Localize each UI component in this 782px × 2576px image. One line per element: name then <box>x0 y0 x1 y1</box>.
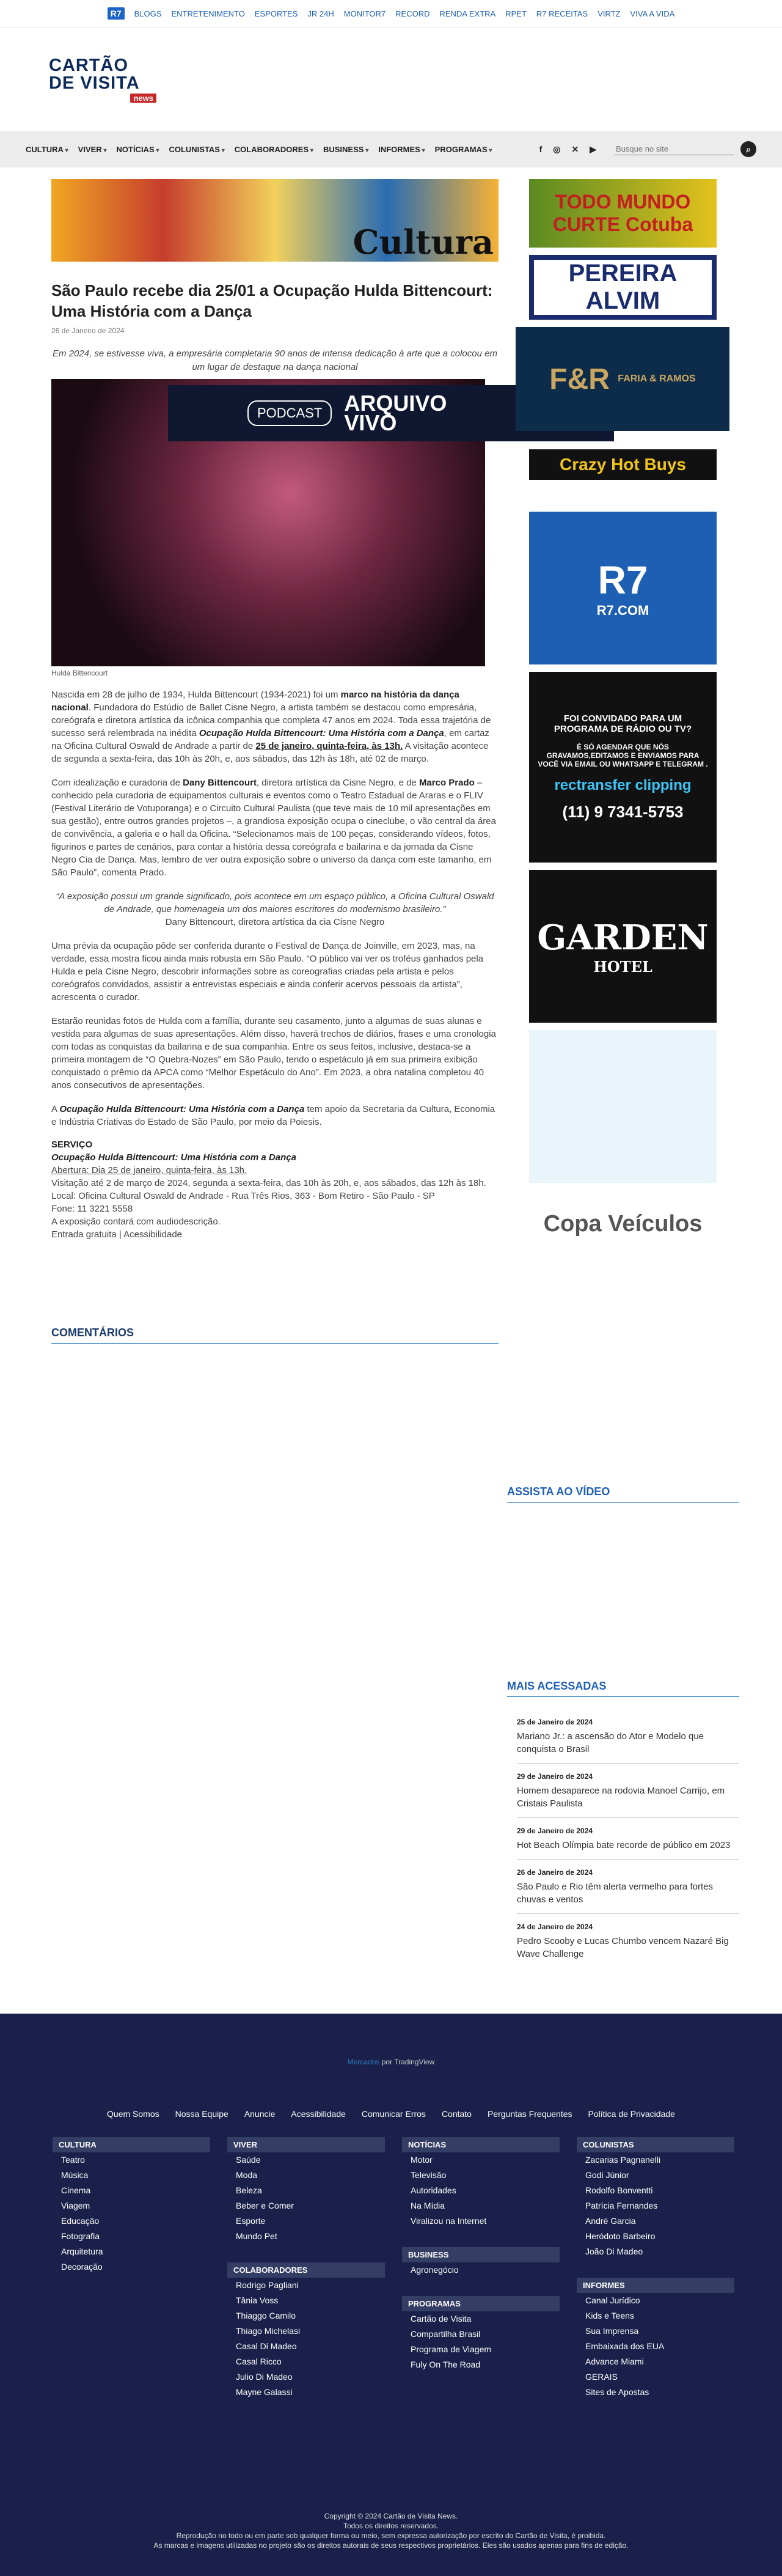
service-line-1: Abertura: Dia 25 de janeiro, quinta-feira, às 13h. <box>51 1165 247 1176</box>
assista-heading: ASSISTA AO VÍDEO <box>507 1485 739 1503</box>
footer-item[interactable]: Cinema <box>61 2185 91 2195</box>
footer-link[interactable]: Quem Somos <box>107 2109 159 2119</box>
paragraph-3: Uma prévia da ocupação pôde ser conferida durante o Festival de Dança de Joinville, em 2023, mas, na verdade, essa mostra ficou ainda mais robusta em São Paulo. “O público vai ver os troféus ganhados pela Hulda e pela Cisne Negro, descobrir informações sobre as coreografias criadas pela artista e pelos coreógrafos convidados, assistir a entrevistas especiais e ainda conferir acervos pessoais da artista”, acrescenta o curador. <box>51 941 484 1003</box>
footer-item[interactable]: Zacarias Pagnanelli <box>585 2155 660 2165</box>
list-item[interactable]: 26 de Janeiro de 2024 São Paulo e Rio têm alerta vermelho para fortes chuvas e ventos <box>517 1868 739 1914</box>
ad-woman-phone[interactable] <box>529 1030 717 1183</box>
service-line-4: Fone: 11 3221 5558 <box>51 1204 133 1214</box>
service-line-6: Entrada gratuita | Acessibilidade <box>51 1229 183 1240</box>
footer-item[interactable]: Beber e Comer <box>236 2201 294 2210</box>
nav-colaboradores[interactable]: COLABORADORES ▾ <box>235 145 313 154</box>
footer-item[interactable]: Thiaggo Camilo <box>236 2311 296 2320</box>
podcast-title-2: VIVO <box>344 410 397 435</box>
footer-item[interactable]: Compartilha Brasil <box>411 2329 481 2339</box>
footer-item[interactable]: GERAIS <box>585 2372 618 2382</box>
footer-links <box>0 2109 782 2119</box>
paragraph-2: Com idealização e curadoria de Dany Bittencourt, diretora artística da Cisne Negro, e de Marco Prado – conhecido pela curadoria de equipamentos culturais e eventos como o Teatro Estadual de Araras e o FLIV (Festival Literário de Votuporanga) e o Circuito Cultural Paulista (que teve mais de 10 mil apresentações em sua gestão), entre outros grandes projetos –, a grandiosa exposição ocupa o cineclube, o vão central da área de convivência, a galeria e o hall da Oficina. “Selecionamos mais de 100 peças, considerando vídeos, fotos, figurinos e partes de cenários, para contar a história dessa coreógrafa e bailarina e da jornada da Cisne Negro Cia de Dança. Mas, lembro de ver outra exposição sobre o universo da dança com este tamanho, em São Paulo”, comenta Prado. <box>51 778 496 878</box>
paragraph-1: Nascida em 28 de julho de 1934, Hulda Bittencourt (1934-2021) foi um marco na história da dança nacional. Fundadora do Estúdio de Ballet Cisne Negro, a artista também se destacou como empresária, coreógrafa e diretora artística da icônica companhia que completa 47 anos em 2024. Toda essa trajetória de sucesso será relembrada na inédita Ocupação Hulda Bittencourt: Uma História com a Dança, em cartaz na Oficina Cultural Oswald de Andrade a partir de 25 de janeiro, quinta-feira, às 13h. A visitação acontece de segunda a sexta-feira, das 10h às 20h, e, aos sábados, das 12h às 18h, até 02 de março. <box>51 690 491 764</box>
service-info <box>51 1138 499 1241</box>
service-line-5: A exposição contará com audiodescrição. <box>51 1216 221 1227</box>
photo-caption: Hulda Bittencourt <box>51 669 108 677</box>
ad-crazy-hot-buys[interactable]: Crazy Hot Buys <box>529 449 717 480</box>
logo-line2: DE VISITA <box>49 73 140 93</box>
paragraph-5: A Ocupação Hulda Bittencourt: Uma História com a Dança tem apoio da Secretaria da Cultura, Economia e Indústria Criativas do Estado de São Paulo, por meio da Poiesis. <box>51 1104 495 1127</box>
footer-link[interactable]: Acessibilidade <box>291 2109 346 2119</box>
toplink-viva-a-vida[interactable]: VIVA A VIDA <box>630 9 675 18</box>
toplink-renda-extra[interactable]: RENDA EXTRA <box>439 9 496 18</box>
footer-link[interactable]: Perguntas Frequentes <box>487 2109 572 2119</box>
footer-item[interactable]: Programa de Viagem <box>411 2344 492 2354</box>
nav-noticias[interactable]: NOTÍCIAS ▾ <box>117 145 159 154</box>
ad-r7[interactable]: R7 R7.COM <box>529 512 717 664</box>
top-links-bar <box>0 0 782 27</box>
list-item[interactable]: 29 de Janeiro de 2024 Homem desaparece na rodovia Manoel Carrijo, em Cristais Paulista <box>517 1772 739 1818</box>
banner-label: Cultura <box>353 223 494 262</box>
footer-item[interactable]: Heródoto Barbeiro <box>585 2231 656 2241</box>
footer-item[interactable]: Música <box>61 2170 89 2180</box>
footer-item[interactable]: Educação <box>61 2216 100 2226</box>
footer-item[interactable]: Autoridades <box>411 2185 456 2195</box>
footer-item[interactable]: Arquitetura <box>61 2247 103 2256</box>
footer-item[interactable]: Decoração <box>61 2262 103 2272</box>
mais-acessadas-list <box>517 1718 739 1976</box>
footer-item[interactable]: João Di Madeo <box>585 2247 643 2256</box>
footer-item[interactable]: Televisão <box>411 2170 447 2180</box>
footer-item[interactable]: Canal Jurídico <box>585 2295 640 2305</box>
footer-link[interactable]: Política de Privacidade <box>588 2109 675 2119</box>
toplink-virtz[interactable]: VIRTZ <box>597 9 621 18</box>
footer-item[interactable]: Godi Júnior <box>585 2170 629 2180</box>
footer-heading-viver: VIVER <box>227 2137 385 2152</box>
footer-item[interactable]: André Garcia <box>585 2216 636 2226</box>
footer-item[interactable]: Beleza <box>236 2185 262 2195</box>
podcast-title-1: ARQUIVO <box>344 391 447 416</box>
list-item[interactable]: 24 de Janeiro de 2024 Pedro Scooby e Lucas Chumbo vencem Nazaré Big Wave Challenge <box>517 1923 729 1959</box>
copyright: Copyright © 2024 Cartão de Visita News. Todos os direitos reservados. Reprodução no todo ou em parte sob qualquer forma ou meio, sem expressa autorização por escrito do Cartão de Visita, é proibida. As marcas e imagens utilizadas no projeto são os direitos autorais de seus respectivos proprietários. Eles são usados apenas para fins de edição. <box>153 2512 629 2550</box>
footer-item[interactable]: Viagem <box>61 2201 90 2210</box>
main-nav <box>0 131 782 167</box>
footer-item[interactable]: Patrícia Fernandes <box>585 2201 658 2210</box>
footer-item[interactable]: Casal Ricco <box>236 2357 282 2366</box>
footer-item[interactable]: Rodolfo Bonventti <box>585 2185 653 2195</box>
footer-link[interactable]: Nossa Equipe <box>175 2109 228 2119</box>
footer-link[interactable]: Anuncie <box>244 2109 276 2119</box>
service-line-3: Local: Oficina Cultural Oswald de Andrade - Rua Três Rios, 363 - Bom Retiro - São Paulo - SP <box>51 1191 435 1201</box>
footer-heading-cultura: CULTURA <box>53 2137 210 2152</box>
ad-cotuba[interactable]: TODO MUNDO CURTE Cotuba <box>529 179 717 248</box>
service-line-2: Visitação até 2 de março de 2024, segunda a sexta-feira, das 10h às 20h, e, aos sábados, das 12h às 18h. <box>51 1178 486 1188</box>
list-item[interactable]: 29 de Janeiro de 2024 Hot Beach Olímpia bate recorde de público em 2023 <box>517 1827 739 1860</box>
toplink-blogs[interactable]: BLOGS <box>134 9 162 18</box>
quote: “A exposição possui um grande significado, pois acontece em um espaço público, a Oficina Cultural Oswald de Andrade, que homenageia um dos maiores escritores do modernismo brasileiro.” Dany Bittencourt, diretora artística da cia Cisne Negro <box>51 890 499 929</box>
footer-item[interactable]: Embaixada dos EUA <box>585 2341 665 2351</box>
toplink-r7-receitas[interactable]: R7 RECEITAS <box>536 9 588 18</box>
mais-acessadas-heading: MAIS ACESSADAS <box>507 1680 739 1697</box>
footer-item[interactable]: Viralizou na Internet <box>411 2216 487 2226</box>
article-date: 26 de Janeiro de 2024 <box>51 326 125 335</box>
footer-item[interactable]: Sua Imprensa <box>585 2326 639 2336</box>
footer-item[interactable]: Sites de Apostas <box>585 2387 649 2397</box>
nav-cultura[interactable]: CULTURA ▾ <box>26 145 68 154</box>
footer-item[interactable]: Esporte <box>236 2216 266 2226</box>
twitter-icon[interactable]: ✕ <box>571 144 579 154</box>
footer-item[interactable]: Mundo Pet <box>236 2231 277 2241</box>
nav-informes[interactable]: INFORMES ▾ <box>378 145 425 154</box>
footer-heading-programas: PROGRAMAS <box>402 2296 560 2311</box>
toplink-jr24h[interactable]: JR 24H <box>307 9 334 18</box>
youtube-icon[interactable]: ▶ <box>590 144 596 154</box>
search-form <box>615 141 756 157</box>
footer-item[interactable]: Rodrigo Pagliani <box>236 2280 299 2290</box>
footer-columns <box>53 2137 782 2418</box>
footer-item[interactable]: Cartão de Visita <box>411 2314 472 2324</box>
nav-programas[interactable]: PROGRAMAS ▾ <box>435 145 492 154</box>
header <box>0 27 782 131</box>
ad-rectransfer[interactable]: FOI CONVIDADO PARA UM PROGRAMA DE RÁDIO OU TV? É SÓ AGENDAR QUE NÓS GRAVAMOS,EDITAMOS E ENVIAMOS PARA VOCÊ VIA EMAIL OU WHATSAPP E TELEGRAM . rectransfer clipping (11) 9 7341-5753 <box>529 672 717 863</box>
footer-item[interactable]: Moda <box>236 2170 258 2180</box>
page-title: São Paulo recebe dia 25/01 a Ocupação Hulda Bittencourt: Uma História com a Dança <box>51 281 493 320</box>
footer-heading-colunistas: COLUNISTAS <box>577 2137 734 2152</box>
footer-link[interactable]: Contato <box>441 2109 472 2119</box>
nav-viver[interactable]: VIVER ▾ <box>78 145 107 154</box>
toplink-record[interactable]: RECORD <box>395 9 430 18</box>
list-item[interactable]: 25 de Janeiro de 2024 Mariano Jr.: a ascensão do Ator e Modelo que conquista o Brasil <box>517 1718 739 1764</box>
comments-heading: COMENTÁRIOS <box>51 1327 499 1344</box>
logo-tag: news <box>130 94 156 103</box>
paragraph-4: Estarão reunidas fotos de Hulda com a família, durante seu casamento, junto a algumas de suas alunas e vestida para algumas de suas apresentações. Além disso, haverá trechos de diários, frases e uma cronologia com todas as conquistas da bailarina e de sua companhia. Entre os seus feitos, inclusive, destaca-se a primeira montagem de “O Quebra-Nozes” em São Paulo, tendo o espetáculo já em sua primeira exibição conquistado o prêmio da APCA como “Melhor Espetáculo do Ano”. Em 2023, a obra natalina completou 40 anos consecutivos de apresentações. <box>51 1016 496 1091</box>
facebook-icon[interactable]: f <box>539 144 543 154</box>
instagram-icon[interactable]: ◎ <box>553 144 561 154</box>
footer-item[interactable]: Agronegócio <box>411 2265 459 2275</box>
footer-item[interactable]: Saúde <box>236 2155 261 2165</box>
r7-logo[interactable]: R7 <box>108 7 125 20</box>
social-icons <box>539 144 596 155</box>
footer-item[interactable]: Mayne Galassi <box>236 2387 293 2397</box>
logo-line1: CARTÃO <box>49 56 129 75</box>
search-icon[interactable]: ⌕ <box>740 141 756 157</box>
footer-item[interactable]: Fuly On The Road <box>411 2360 481 2369</box>
footer-item[interactable]: Motor <box>411 2155 433 2165</box>
footer-heading-business: BUSINESS <box>402 2247 560 2262</box>
nav-colunistas[interactable]: COLUNISTAS ▾ <box>169 145 224 154</box>
footer-link[interactable]: Comunicar Erros <box>361 2109 426 2119</box>
footer-heading-colaboradores: COLABORADORES <box>227 2262 385 2278</box>
footer-heading-informes: INFORMES <box>577 2278 734 2293</box>
site-logo[interactable] <box>49 56 156 103</box>
article <box>51 179 499 1344</box>
footer-item[interactable]: Teatro <box>61 2155 85 2165</box>
toplink-monitor7[interactable]: MONITOR7 <box>343 9 386 18</box>
toplink-esportes[interactable]: ESPORTES <box>254 9 298 18</box>
toplink-entretenimento[interactable]: ENTRETENIMENTO <box>171 9 245 18</box>
footer-item[interactable]: Kids e Teens <box>585 2311 634 2320</box>
podcast-label: PODCAST <box>247 400 332 426</box>
footer-item[interactable]: Na Mídia <box>411 2201 445 2210</box>
toplink-rpet[interactable]: RPET <box>505 9 527 18</box>
category-banner <box>51 179 499 262</box>
ad-garden-hotel[interactable]: GARDEN HOTEL <box>529 870 717 1023</box>
ad-copa-veiculos[interactable]: Copa Veículos <box>529 1190 717 1257</box>
footer-item[interactable]: Casal Di Madeo <box>236 2341 297 2351</box>
footer-heading-noticias: NOTÍCIAS <box>402 2137 560 2152</box>
quote-author: Dany Bittencourt, diretora artística da cia Cisne Negro <box>165 917 385 927</box>
article-lead: Em 2024, se estivesse viva, a empresária completaria 90 anos de intensa dedicação à arte que a colocou em um lugar de destaque na dança nacional <box>53 348 497 372</box>
footer-item[interactable]: Thiago Michelasi <box>236 2326 301 2336</box>
sidebar-ads <box>529 179 717 1265</box>
ad-pereira-alvim[interactable]: PEREIRA ALVIM <box>529 255 717 320</box>
tradingview-credit: Mercados por TradingView <box>347 2058 435 2066</box>
service-title: SERVIÇO <box>51 1139 93 1150</box>
article-body <box>51 688 499 1241</box>
service-name: Ocupação Hulda Bittencourt: Uma História com a Dança <box>51 1152 296 1163</box>
footer-item[interactable]: Tânia Voss <box>236 2295 279 2305</box>
ad-faria-ramos[interactable]: F&R FARIA & RAMOS <box>516 327 729 431</box>
footer <box>0 2014 782 2576</box>
footer-item[interactable]: Fotografia <box>61 2231 100 2241</box>
footer-item[interactable]: Advance Miami <box>585 2357 644 2366</box>
nav-business[interactable]: BUSINESS ▾ <box>323 145 368 154</box>
footer-item[interactable]: Julio Di Madeo <box>236 2372 293 2382</box>
search-input[interactable] <box>615 143 734 155</box>
